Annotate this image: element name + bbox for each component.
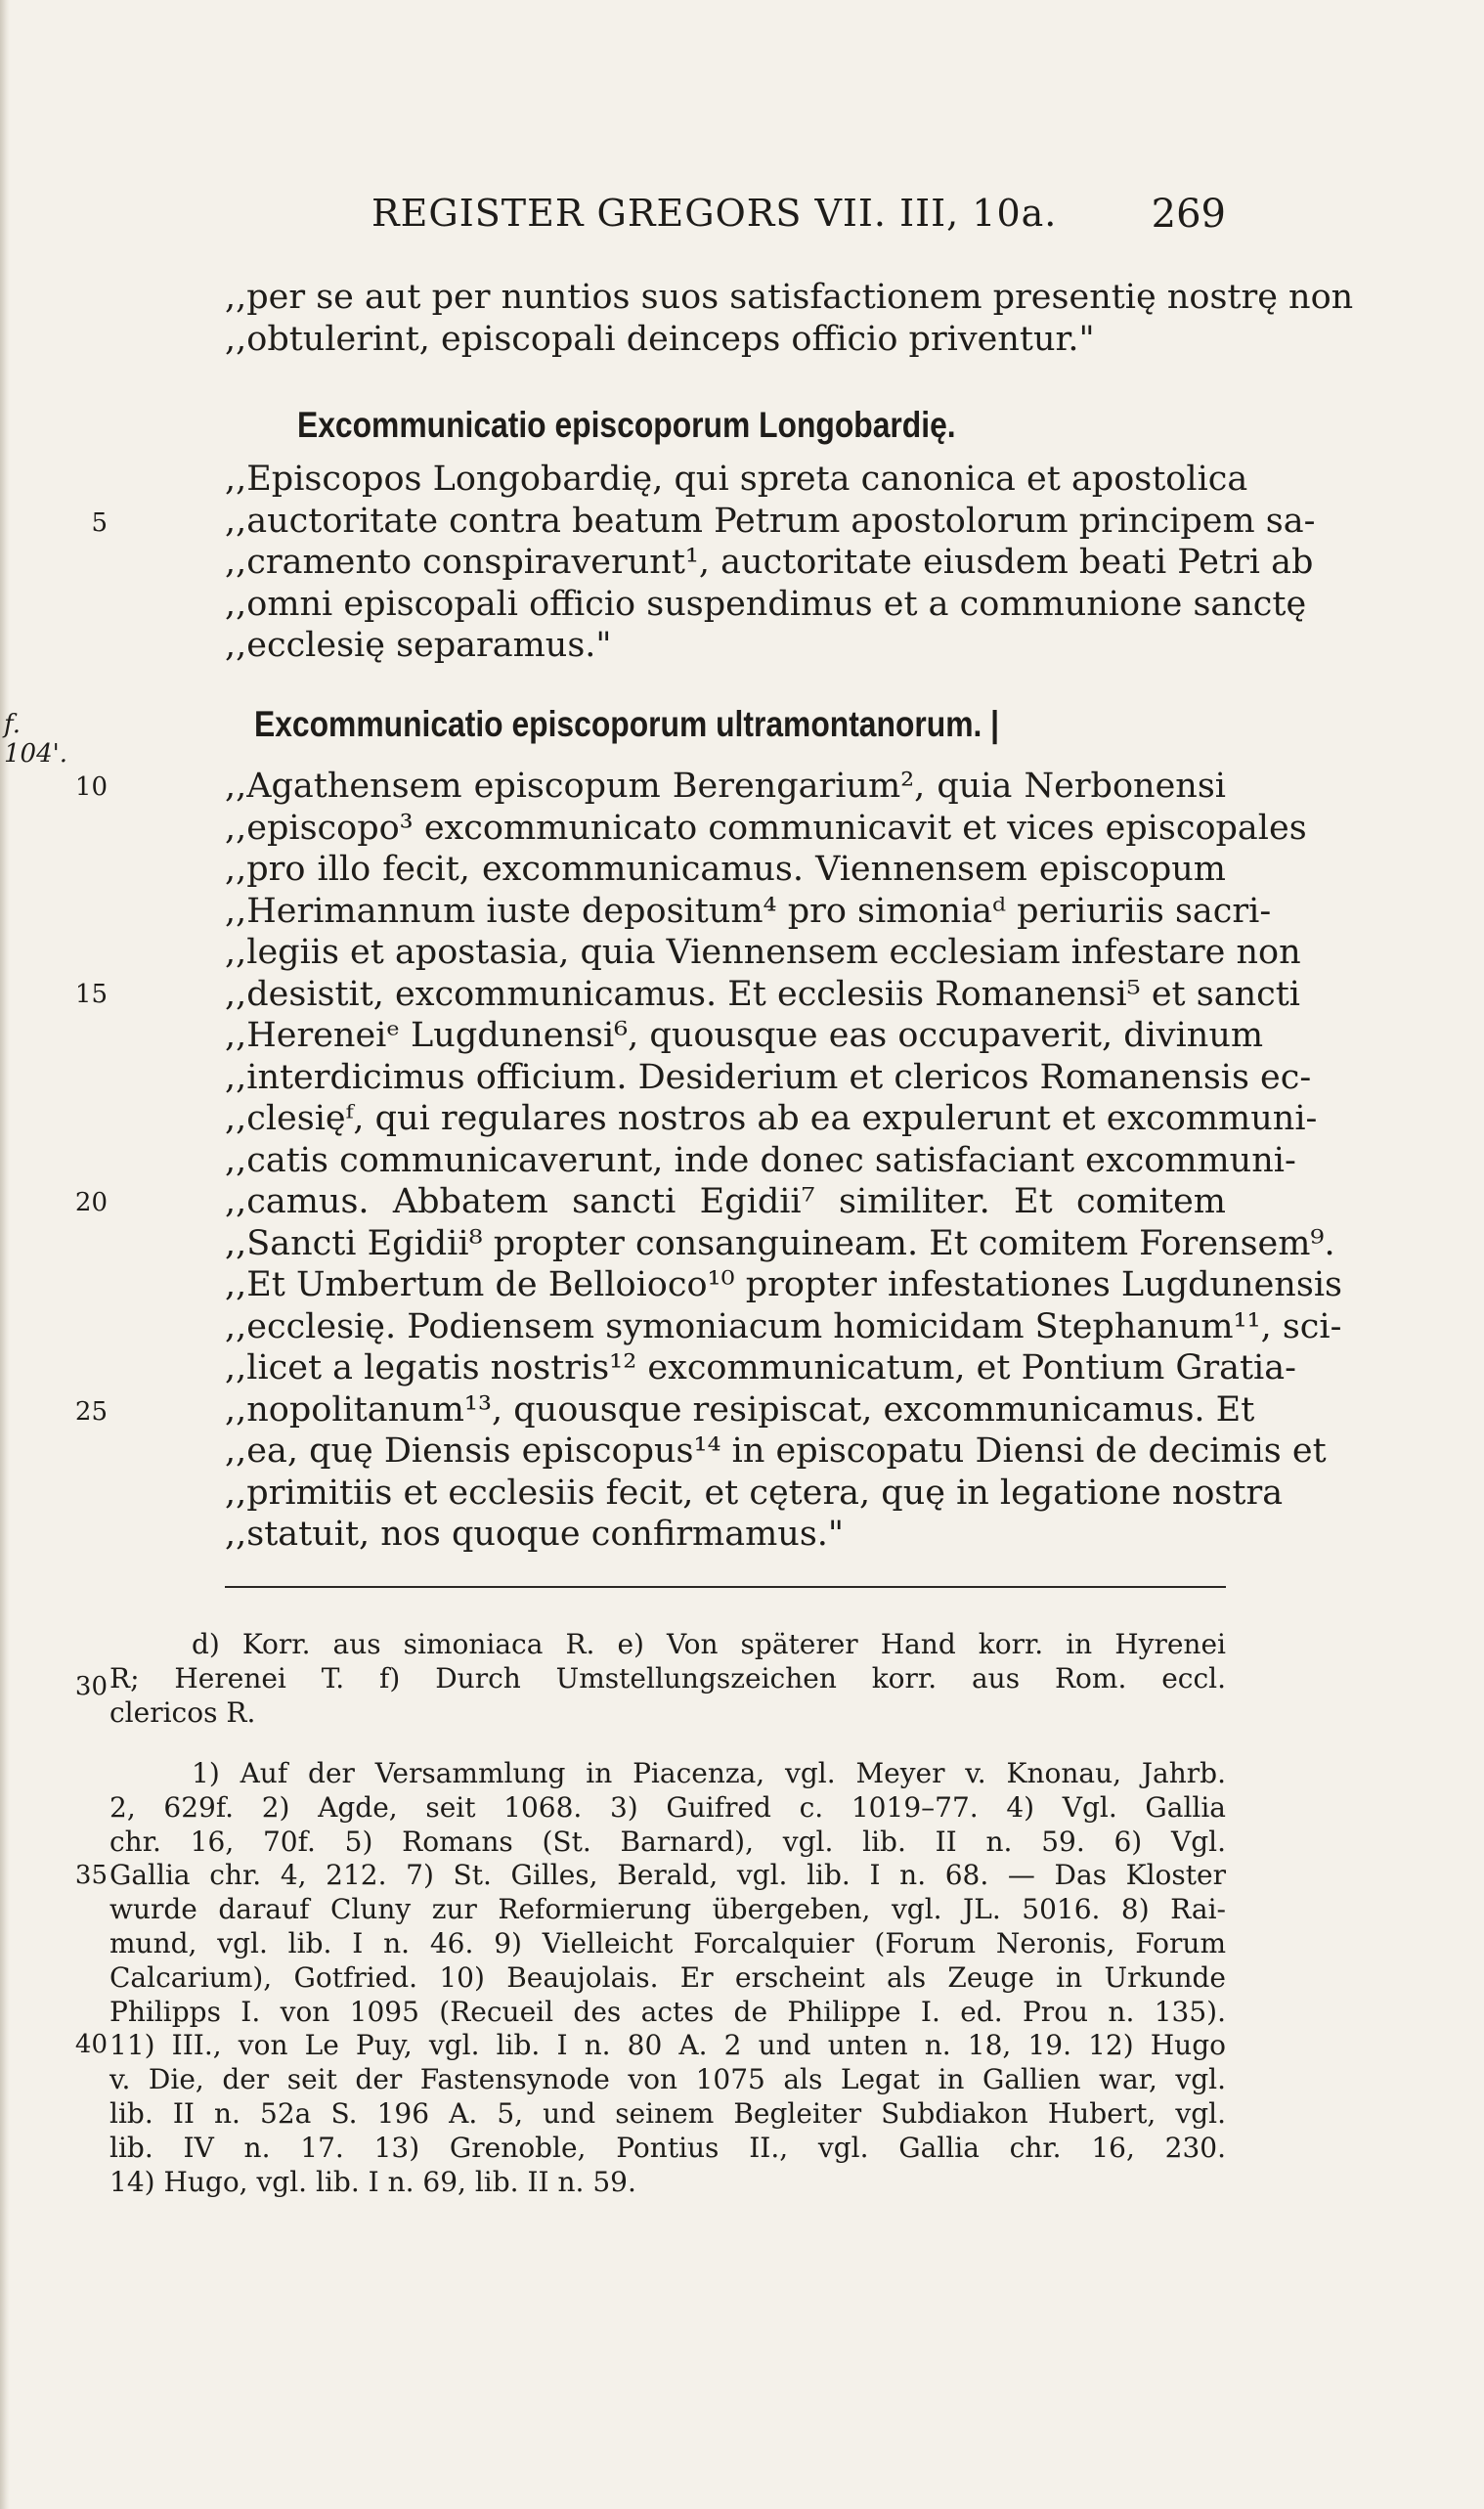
footnote-line: mund, vgl. lib. I n. 46. 9) Vielleicht Forcalquier (Forum Neronis, Forum [109, 1926, 1226, 1959]
apparatus-line: clericos R. [109, 1695, 256, 1729]
footnote-line: 14) Hugo, vgl. lib. I n. 69, lib. II n. 59. [109, 2165, 636, 2198]
section-ultramontanorum [225, 766, 1342, 1556]
footnote-line: v. Die, der seit der Fastensynode von 1075 als Legat in Gallien war, vgl. [109, 2063, 1226, 2096]
text-line: ,,Hereneiᵉ Lugdunensi⁶, quousque eas occupaverit, divinum [225, 1016, 1264, 1055]
footnote-line: 1) Auf der Versammlung in Piacenza, vgl. Meyer v. Knonau, Jahrb. [192, 1757, 1226, 1789]
text-line: ,,pro illo fecit, excommunicamus. Viennensem episcopum [225, 850, 1226, 889]
text-line: ,,catis communicaverunt, inde donec satisfaciant excommuni- [225, 1140, 1296, 1180]
footnote-line: lib. II n. 52a S. 196 A. 5, und seinem Begleiter Subdiakon Hubert, vgl. [109, 2096, 1226, 2130]
intro-paragraph [225, 277, 1354, 360]
footnote-line: 2, 629f. 2) Agde, seit 1068. 3) Guifred c. 1019–77. 4) Vgl. Gallia [109, 1790, 1226, 1824]
text-line: ,,clesięᶠ, qui regulares nostros ab ea expulerunt et excommuni- [225, 1099, 1318, 1138]
folio-mark: f. 104'. [4, 710, 68, 769]
text-line: ,,Sancti Egidii⁸ propter consanguineam. Et comitem Forensem⁹. [225, 1223, 1335, 1263]
running-header [371, 192, 1226, 246]
footnotes [109, 1757, 1226, 2199]
text-line: ,,Herimannum iuste depositum⁴ pro simoniaᵈ periuriis sacri- [225, 891, 1272, 931]
line-number: 40 [74, 2030, 108, 2059]
line-number: 15 [74, 980, 108, 1009]
text-line: ,,auctoritate contra beatum Petrum apostolorum principem sa- [225, 501, 1316, 541]
heading-longobardie: Excommunicatio episcoporum Longobardię. [297, 405, 956, 445]
apparatus-line: R; Herenei T. f) Durch Umstellungszeichen korr. aus Rom. eccl. [109, 1661, 1226, 1695]
text-line: ,,desistit, excommunicamus. Et ecclesiis Romanensi⁵ et sancti [225, 974, 1300, 1014]
line-number: 25 [74, 1397, 108, 1427]
text-line: ,,omni episcopali officio suspendimus et a communione sanctę [225, 584, 1307, 624]
text-line: ,,cramento conspiraverunt¹, auctoritate eiusdem beati Petri ab [225, 543, 1314, 582]
line-number: 35 [74, 1861, 108, 1890]
text-line: ,,ecclesię separamus." [225, 626, 612, 665]
line-number: 10 [74, 772, 108, 802]
text-line: ,,ecclesię. Podiensem symoniacum homicidam Stephanum¹¹, sci- [225, 1306, 1342, 1346]
footnote-line: lib. IV n. 17. 13) Grenoble, Pontius II., vgl. Gallia chr. 16, 230. [109, 2131, 1226, 2164]
footnote-line: Gallia chr. 4, 212. 7) St. Gilles, Berald, vgl. lib. I n. 68. — Das Kloster [109, 1859, 1226, 1892]
text-line: ,,camus. Abbatem sancti Egidii⁷ similiter. Et comitem [225, 1182, 1226, 1221]
footnote-line: 11) III., von Le Puy, vgl. lib. I n. 80 A. 2 und unten n. 18, 19. 12) Hugo [109, 2029, 1226, 2062]
page-number: 269 [1151, 192, 1226, 237]
text-line: ,,ea, quę Diensis episcopus¹⁴ in episcopatu Diensi de decimis et [225, 1431, 1327, 1471]
heading-ultramontanorum: Excommunicatio episcoporum ultramontanorum. | [254, 704, 1000, 744]
line-number: 20 [74, 1188, 108, 1217]
text-line: ,,episcopo³ excommunicato communicavit et vices episcopales [225, 808, 1307, 848]
text-line: ,,Et Umbertum de Belloioco¹⁰ propter infestationes Lugdunensis [225, 1265, 1342, 1304]
apparatus [109, 1628, 1226, 1730]
text-line: ,,interdicimus officium. Desiderium et clericos Romanensis ec- [225, 1057, 1312, 1097]
footnote-line: Philipps I. von 1095 (Recueil des actes de Philippe I. ed. Prou n. 135). [109, 1995, 1226, 2028]
page-edge [0, 0, 10, 2509]
line-number: 30 [74, 1672, 108, 1701]
text-line: ,,Agathensem episcopum Berengarium², quia Nerbonensi [225, 767, 1226, 806]
footnote-line: Calcarium), Gotfried. 10) Beaujolais. Er erscheint als Zeuge in Urkunde [109, 1960, 1226, 1994]
text-line: ,,nopolitanum¹³, quousque resipiscat, excommunicamus. Et [225, 1389, 1255, 1430]
text-line: ,,statuit, nos quoque confirmamus." [225, 1515, 845, 1554]
text-line: ,,obtulerint, episcopali deinceps officio priventur." [225, 319, 1095, 359]
section-longobardie [225, 459, 1316, 667]
text-line: ,,per se aut per nuntios suos satisfactionem presentię nostrę non [225, 278, 1354, 317]
text-line: ,,Episcopos Longobardię, qui spreta canonica et apostolica [225, 460, 1248, 499]
line-number: 5 [91, 508, 108, 538]
footnote-rule [225, 1586, 1226, 1588]
running-title: REGISTER GREGORS VII. III, 10a. [371, 192, 1058, 235]
footnote-line: wurde darauf Cluny zur Reformierung übergeben, vgl. JL. 5016. 8) Rai- [109, 1893, 1226, 1926]
text-line: ,,legiis et apostasia, quia Viennensem ecclesiam infestare non [225, 933, 1301, 972]
footnote-line: chr. 16, 70f. 5) Romans (St. Barnard), vgl. lib. II n. 59. 6) Vgl. [109, 1825, 1226, 1858]
text-line: ,,primitiis et ecclesiis fecit, et cętera, quę in legatione nostra [225, 1473, 1284, 1513]
text-line: ,,licet a legatis nostris¹² excommunicatum, et Pontium Gratia- [225, 1348, 1296, 1387]
apparatus-line: d) Korr. aus simoniaca R. e) Von späterer Hand korr. in Hyrenei [192, 1628, 1226, 1660]
